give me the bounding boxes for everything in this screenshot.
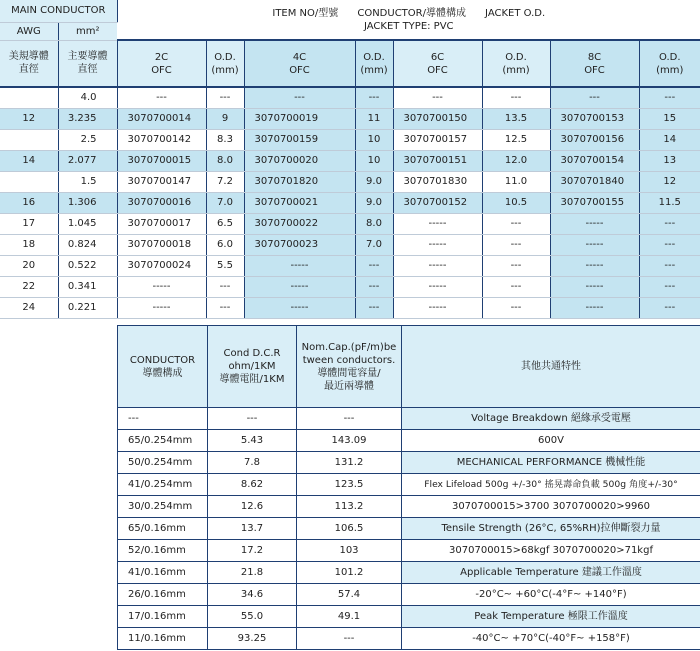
col-6c-top: 6C	[430, 51, 445, 63]
mm2-label: mm²	[58, 22, 117, 40]
od-cell: 9.0	[355, 171, 393, 192]
capacitance-cell: 103	[297, 540, 402, 562]
col-od-6c-bottom: (mm)	[502, 64, 530, 76]
col-od-2c	[206, 40, 244, 87]
dcr-header-line2: ohm/1KM	[228, 361, 276, 372]
capacitance-cell: ---	[297, 628, 402, 650]
col-od-4c	[355, 40, 393, 87]
item-no-cell: -----	[393, 213, 482, 234]
item-no-cell: ---	[393, 87, 482, 108]
capacitance-cell: 101.2	[297, 562, 402, 584]
od-cell: ---	[355, 297, 393, 318]
dcr-header-line3: 導體電阻/1KM	[219, 374, 285, 385]
spec-row	[0, 234, 700, 255]
cap-header-line4: 最近兩導體	[324, 380, 374, 392]
od-cell: ---	[639, 255, 700, 276]
item-no-cell: ---	[550, 87, 639, 108]
property-heading: Tensile Strength (26°C, 65%RH)拉伸斷裂力量	[402, 518, 700, 540]
od-cell: ---	[206, 297, 244, 318]
od-cell: ---	[482, 276, 550, 297]
dcr-cell: 34.6	[208, 584, 297, 606]
capacitance-cell: 106.5	[297, 518, 402, 540]
od-cell: 8.0	[355, 213, 393, 234]
item-no-cell: 3070700019	[244, 108, 355, 129]
property-heading: Peak Temperature 極限工作溫度	[402, 606, 700, 628]
col-2c-top: 2C	[154, 51, 169, 63]
col-8c	[550, 40, 639, 87]
item-no-cell: -----	[244, 276, 355, 297]
awg-cell: 14	[0, 150, 58, 171]
spec-row	[0, 213, 700, 234]
capacitance-cell: 49.1	[297, 606, 402, 628]
awg-cn-line2: 直徑	[18, 64, 39, 76]
item-no-cell: -----	[393, 297, 482, 318]
mm2-cell: 1.045	[58, 213, 117, 234]
mm2-cell: 4.0	[58, 87, 117, 108]
od-cell: ---	[206, 87, 244, 108]
dcr-cell: 17.2	[208, 540, 297, 562]
col-od-6c	[482, 40, 550, 87]
col-od-2c-bottom: (mm)	[211, 64, 239, 76]
col-6c-bottom: OFC	[427, 64, 448, 76]
property-heading: Applicable Temperature 建議工作溫度	[402, 562, 700, 584]
item-no-cell: 3070700014	[117, 108, 206, 129]
dcr-header	[208, 326, 297, 408]
od-cell: 10	[355, 150, 393, 171]
spec-row	[0, 192, 700, 213]
dcr-cell: 93.25	[208, 628, 297, 650]
item-no-cell: 3070700018	[117, 234, 206, 255]
capacitance-cell: 123.5	[297, 474, 402, 496]
mm2-cell: 3.235	[58, 108, 117, 129]
capacitance-cell: 113.2	[297, 496, 402, 518]
dcr-header-line1: Cond D.C.R	[223, 348, 281, 359]
item-no-cell: -----	[117, 276, 206, 297]
awg-cell: 17	[0, 213, 58, 234]
awg-cell: 24	[0, 297, 58, 318]
cap-header-line1: Nom.Cap.(pF/m)be	[301, 341, 397, 353]
od-cell: 5.5	[206, 255, 244, 276]
od-cell: ---	[639, 297, 700, 318]
od-cell: ---	[206, 276, 244, 297]
item-no-cell: -----	[550, 213, 639, 234]
col-8c-top: 8C	[587, 51, 602, 63]
spec-row	[0, 150, 700, 171]
awg-label: AWG	[0, 22, 58, 40]
spec-row	[0, 276, 700, 297]
blank-area	[0, 325, 117, 651]
od-cell: 7.0	[355, 234, 393, 255]
conductor-cell: 17/0.16mm	[118, 606, 208, 628]
od-cell: ---	[482, 87, 550, 108]
item-header-line1: ITEM NO/型號 CONDUCTOR/導體構成 JACKET O.D.	[272, 7, 546, 19]
od-cell: 12	[639, 171, 700, 192]
od-cell: ---	[482, 255, 550, 276]
dcr-cell: 8.62	[208, 474, 297, 496]
spec-row	[0, 255, 700, 276]
property-value: -20°C~ +60°C(-4°F~ +140°F)	[402, 584, 700, 606]
mm2-cn-label	[58, 40, 117, 87]
property-value: 3070700015>3700 3070700020>9960	[402, 496, 700, 518]
od-cell: 13.5	[482, 108, 550, 129]
property-value: Flex Lifeload 500g +/-30° 搖晃壽命負載 500g 角度+/-30°	[402, 474, 700, 496]
col-6c	[393, 40, 482, 87]
od-cell: 12.5	[482, 129, 550, 150]
conductor-row	[118, 540, 700, 562]
awg-cell	[0, 87, 58, 108]
od-cell: 7.0	[206, 192, 244, 213]
od-cell: 13	[639, 150, 700, 171]
od-cell: 9.0	[355, 192, 393, 213]
dcr-cell: 13.7	[208, 518, 297, 540]
col-od-8c	[639, 40, 700, 87]
item-no-cell: ---	[117, 87, 206, 108]
awg-cell: 12	[0, 108, 58, 129]
od-cell: 10	[355, 129, 393, 150]
od-cell: 9	[206, 108, 244, 129]
conductor-cell: 65/0.16mm	[118, 518, 208, 540]
cable-spec-body	[0, 87, 700, 318]
conductor-cell: 50/0.254mm	[118, 452, 208, 474]
mm2-cell: 0.221	[58, 297, 117, 318]
capacitance-cell: 57.4	[297, 584, 402, 606]
col-2c	[117, 40, 206, 87]
item-no-cell: 3070700151	[393, 150, 482, 171]
conductor-properties-table	[117, 325, 700, 650]
conductor-row	[118, 496, 700, 518]
item-no-cell: 3070700021	[244, 192, 355, 213]
conductor-cell: 52/0.16mm	[118, 540, 208, 562]
conductor-row	[118, 628, 700, 650]
item-no-cell: -----	[117, 297, 206, 318]
conductor-cell: 26/0.16mm	[118, 584, 208, 606]
od-cell: 6.5	[206, 213, 244, 234]
item-no-cell: 3070700150	[393, 108, 482, 129]
item-no-cell: 3070701840	[550, 171, 639, 192]
awg-cell	[0, 129, 58, 150]
item-no-cell: 3070700017	[117, 213, 206, 234]
other-properties-header: 其他共通特性	[402, 326, 700, 408]
dcr-cell: 55.0	[208, 606, 297, 628]
item-no-cell: -----	[244, 255, 355, 276]
item-no-cell: 3070700152	[393, 192, 482, 213]
awg-cell: 16	[0, 192, 58, 213]
item-no-cell: 3070700022	[244, 213, 355, 234]
mm2-cn-line2: 直徑	[77, 64, 98, 76]
awg-cell: 22	[0, 276, 58, 297]
conductor-row	[118, 606, 700, 628]
col-4c-bottom: OFC	[289, 64, 310, 76]
spec-row	[0, 87, 700, 108]
mm2-cell: 1.306	[58, 192, 117, 213]
spec-row	[0, 108, 700, 129]
property-value: 600V	[402, 430, 700, 452]
item-no-cell: 3070700157	[393, 129, 482, 150]
od-cell: ---	[639, 87, 700, 108]
conductor-row	[118, 474, 700, 496]
item-no-cell: 3070700023	[244, 234, 355, 255]
item-no-cell: -----	[393, 234, 482, 255]
cable-spec-table	[0, 0, 700, 319]
item-no-cell: 3070700147	[117, 171, 206, 192]
od-cell: ---	[482, 234, 550, 255]
od-cell: ---	[639, 234, 700, 255]
od-cell: 11.0	[482, 171, 550, 192]
dcr-cell: 5.43	[208, 430, 297, 452]
col-4c	[244, 40, 355, 87]
mm2-cell: 2.077	[58, 150, 117, 171]
item-no-cell: 3070700153	[550, 108, 639, 129]
item-no-cell: -----	[550, 255, 639, 276]
cap-header-line3: 導體間電容量/	[317, 367, 381, 379]
item-no-cell: 3070700159	[244, 129, 355, 150]
od-cell: 8.3	[206, 129, 244, 150]
spec-row	[0, 171, 700, 192]
od-cell: ---	[355, 276, 393, 297]
cap-header-line2: tween conductors.	[302, 354, 396, 366]
awg-cn-label	[0, 40, 58, 87]
conductor-cell: 41/0.254mm	[118, 474, 208, 496]
property-heading: Voltage Breakdown 絕緣承受電壓	[402, 408, 700, 430]
conductor-row	[118, 562, 700, 584]
item-header-line2: JACKET TYPE: PVC	[363, 20, 454, 32]
col-od-6c-top: O.D.	[505, 51, 527, 63]
conductor-row	[118, 452, 700, 474]
conductor-header	[118, 326, 208, 408]
capacitance-cell: 143.09	[297, 430, 402, 452]
col-od-8c-top: O.D.	[659, 51, 681, 63]
od-cell: ---	[482, 213, 550, 234]
item-no-cell: 3070700156	[550, 129, 639, 150]
item-no-cell: 3070701820	[244, 171, 355, 192]
od-cell: 15	[639, 108, 700, 129]
conductor-row	[118, 408, 700, 430]
capacitance-cell: ---	[297, 408, 402, 430]
item-no-cell: -----	[244, 297, 355, 318]
item-no-cell: ---	[244, 87, 355, 108]
col-od-2c-top: O.D.	[214, 51, 236, 63]
col-od-4c-bottom: (mm)	[360, 64, 388, 76]
awg-cell: 18	[0, 234, 58, 255]
property-value: -40°C~ +70°C(-40°F~ +158°F)	[402, 628, 700, 650]
item-no-cell: -----	[550, 276, 639, 297]
conductor-header-en: CONDUCTOR	[129, 354, 196, 366]
main-conductor-label: MAIN CONDUCTOR	[0, 0, 117, 22]
od-cell: 8.0	[206, 150, 244, 171]
mm2-cell: 0.824	[58, 234, 117, 255]
item-no-cell: -----	[393, 255, 482, 276]
od-cell: 6.0	[206, 234, 244, 255]
mm2-cell: 1.5	[58, 171, 117, 192]
od-cell: 10.5	[482, 192, 550, 213]
item-no-cell: -----	[393, 276, 482, 297]
capacitance-cell: 131.2	[297, 452, 402, 474]
mm2-cell: 0.522	[58, 255, 117, 276]
conductor-cell: 30/0.254mm	[118, 496, 208, 518]
item-no-cell: 3070700024	[117, 255, 206, 276]
col-4c-top: 4C	[292, 51, 307, 63]
property-value: 3070700015>68kgf 3070700020>71kgf	[402, 540, 700, 562]
conductor-properties-body	[118, 408, 700, 650]
conductor-cell: 11/0.16mm	[118, 628, 208, 650]
conductor-row	[118, 584, 700, 606]
od-cell: ---	[355, 255, 393, 276]
od-cell: ---	[355, 87, 393, 108]
od-cell: 12.0	[482, 150, 550, 171]
mm2-cn-line1: 主要導體	[67, 51, 108, 63]
awg-cn-line1: 美規導體	[8, 51, 49, 63]
item-header	[117, 0, 700, 40]
col-2c-bottom: OFC	[151, 64, 172, 76]
item-no-cell: 3070700154	[550, 150, 639, 171]
item-no-cell: 3070700155	[550, 192, 639, 213]
dcr-cell: 7.8	[208, 452, 297, 474]
awg-cell	[0, 171, 58, 192]
od-cell: ---	[482, 297, 550, 318]
od-cell: 11	[355, 108, 393, 129]
conductor-row	[118, 518, 700, 540]
col-8c-bottom: OFC	[584, 64, 605, 76]
conductor-cell: ---	[118, 408, 208, 430]
col-od-4c-top: O.D.	[363, 51, 385, 63]
awg-cell: 20	[0, 255, 58, 276]
od-cell: 14	[639, 129, 700, 150]
item-no-cell: 3070700020	[244, 150, 355, 171]
item-no-cell: 3070701830	[393, 171, 482, 192]
item-no-cell: 3070700142	[117, 129, 206, 150]
conductor-cell: 65/0.254mm	[118, 430, 208, 452]
od-cell: ---	[639, 213, 700, 234]
od-cell: 11.5	[639, 192, 700, 213]
col-od-8c-bottom: (mm)	[656, 64, 684, 76]
conductor-cell: 41/0.16mm	[118, 562, 208, 584]
od-cell: 7.2	[206, 171, 244, 192]
dcr-cell: 21.8	[208, 562, 297, 584]
item-no-cell: 3070700015	[117, 150, 206, 171]
dcr-cell: ---	[208, 408, 297, 430]
mm2-cell: 0.341	[58, 276, 117, 297]
capacitance-header	[297, 326, 402, 408]
mm2-cell: 2.5	[58, 129, 117, 150]
item-no-cell: -----	[550, 297, 639, 318]
od-cell: ---	[639, 276, 700, 297]
property-heading: MECHANICAL PERFORMANCE 機械性能	[402, 452, 700, 474]
item-no-cell: -----	[550, 234, 639, 255]
conductor-row	[118, 430, 700, 452]
item-no-cell: 3070700016	[117, 192, 206, 213]
dcr-cell: 12.6	[208, 496, 297, 518]
conductor-header-cn: 導體構成	[142, 367, 183, 379]
spec-row	[0, 129, 700, 150]
spec-row	[0, 297, 700, 318]
